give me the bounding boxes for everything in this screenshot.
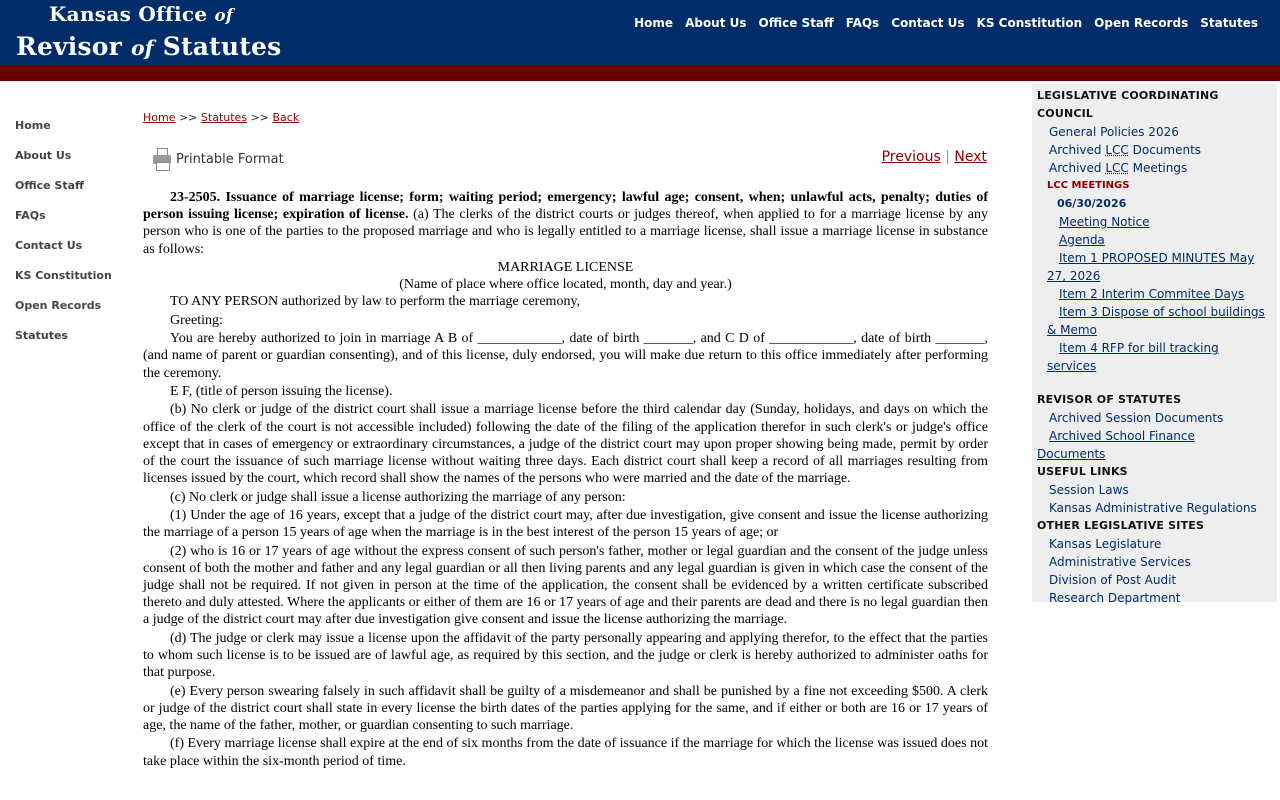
breadcrumb <box>143 111 299 124</box>
statute-title: 23-2505. Issuance of marriage license; form; waiting period; emergency; lawful age; consent, when; unlawful acts, penalty; duties of person issuing license; expiration of license. <box>143 190 988 223</box>
top-nav-faqs[interactable]: FAQs <box>845 16 880 30</box>
top-nav-home[interactable]: Home <box>634 16 674 30</box>
sidebar-item-item-4[interactable]: Item 4 RFP for bill tracking services <box>1047 341 1219 373</box>
statute-text <box>143 189 988 771</box>
sidebar-subheading-lcc-meetings: LCC MEETINGS <box>1047 180 1130 191</box>
top-nav-open-records[interactable]: Open Records <box>1094 16 1189 30</box>
printer-icon <box>152 148 172 170</box>
sidebar-item-item-1[interactable]: Item 1 PROPOSED MINUTES May 27, 2026 <box>1047 251 1255 283</box>
statute-subsection-c1: (1) Under the age of 16 years, except that a judge of the district court may, after due investigation, give consent and issue the license authorizing the marriage of a person 15 years of age when the marriage is in the best interest of the person 15 years of age; or <box>143 507 988 541</box>
statute-subsection-d: (d) The judge or clerk may issue a license upon the affidavit of the party personally appearing and applying therefor, to the effect that the parties to whom such license is to be issued are of lawful age, as required by this section, and the judge or clerk is hereby authorized to administer oaths for that purpose. <box>143 630 988 681</box>
printable-format-label: Printable Format <box>176 151 284 167</box>
statute-subsection-a: (a) The clerks of the district courts or judges thereof, when applied to for a marriage license by any person who is one of the parties to the proposed marriage and who is legally entitled to a marriage license, shall issue a marriage license in substance as follows: <box>143 207 988 257</box>
sidebar-link-session-laws[interactable]: Session Laws <box>1049 483 1129 497</box>
sidebar-heading-useful-links: USEFUL LINKS <box>1037 465 1128 478</box>
logo-text-of: of <box>214 6 234 25</box>
sidebar-heading-other-sites: OTHER LEGISLATIVE SITES <box>1037 519 1205 532</box>
lcc-abbreviation: LCC <box>1105 143 1129 157</box>
left-nav-about-us[interactable]: About Us <box>15 149 72 162</box>
logo-text-statutes: Statutes <box>162 32 282 61</box>
top-nav <box>622 16 1258 30</box>
form-greeting: Greeting: <box>170 312 223 328</box>
logo-text-revisor: Revisor <box>16 32 123 61</box>
breadcrumb-home[interactable]: Home <box>143 111 176 124</box>
left-nav-statutes[interactable]: Statutes <box>15 329 68 342</box>
sidebar-item-item-3[interactable]: Item 3 Dispose of school buildings & Memo <box>1047 305 1265 337</box>
breadcrumb-statutes[interactable]: Statutes <box>200 111 248 124</box>
header-accent-bar <box>0 65 1280 81</box>
statute-subsection-e: (e) Every person swearing falsely in such affidavit shall be guilty of a misdemeanor and shall be punished by a fine not exceeding $500. A clerk or judge of the district court shall state in every license the birth dates of the parties applying for the same, and if either or both are 16 or 17 years of age, the name of the father, mother, or guardian consenting to such marriage. <box>143 683 988 733</box>
left-nav-ks-constitution[interactable]: KS Constitution <box>15 269 112 282</box>
sidebar-link-archived-lcc-documents[interactable] <box>1032 141 1277 159</box>
logo-text-of-2: of <box>130 36 154 60</box>
printable-format-link[interactable] <box>152 148 284 170</box>
breadcrumb-separator: >> <box>175 111 201 124</box>
sidebar-link-administrative-services[interactable]: Administrative Services <box>1049 555 1191 569</box>
top-nav-about-us[interactable]: About Us <box>685 16 747 30</box>
form-to-any-person: TO ANY PERSON authorized by law to perform the marriage ceremony, <box>170 294 581 310</box>
left-nav-home[interactable]: Home <box>15 119 51 132</box>
sidebar-link-division-of-post-audit[interactable]: Division of Post Audit <box>1049 573 1177 587</box>
left-nav <box>15 112 112 352</box>
left-nav-contact-us[interactable]: Contact Us <box>15 239 83 252</box>
form-title: MARRIAGE LICENSE <box>497 260 634 275</box>
sidebar-item-agenda[interactable]: Agenda <box>1059 233 1105 247</box>
sidebar-link-research-department[interactable]: Research Department <box>1049 591 1181 605</box>
breadcrumb-back[interactable]: Back <box>272 111 300 124</box>
top-nav-office-staff[interactable]: Office Staff <box>758 16 834 30</box>
right-sidebar <box>1032 84 1277 605</box>
previous-link[interactable]: Previous <box>881 149 941 165</box>
left-nav-faqs[interactable]: FAQs <box>15 209 46 222</box>
sidebar-link-kansas-admin-regulations[interactable]: Kansas Administrative Regulations <box>1049 501 1257 515</box>
form-authorization: You are hereby authorized to join in marriage A B of ____________, date of birth _______, and C D of ____________, date of birth _______, (and name of parent or guardian consenting), and of this license, duly endorsed, you will make due return to this office immediately after performing the ceremony. <box>143 331 988 381</box>
form-subtitle: (Name of place where office located, month, day and year.) <box>399 277 732 293</box>
breadcrumb-separator: >> <box>247 111 273 124</box>
sidebar-link-text: Meetings <box>1128 161 1188 175</box>
statute-subsection-b: (b) No clerk or judge of the district court shall issue a marriage license before the third calendar day (Sunday, holidays, and days on which the office of the clerk of the court is not accessible included) following the date of the filing of the application therefor in such clerk's or judge's office except that in cases of emergency or extraordinary circumstances, a judge of the district court may upon proper showing being made, permit by order of the court the issuance of such marriage license without waiting three days. Each district court shall keep a record of all marriages resulting from licenses issued by the court, which record shall show the names of the persons who were married and the date of the marriage. <box>143 402 988 487</box>
pager-separator: | <box>940 149 955 165</box>
statute-paragraph-a <box>143 189 988 258</box>
logo-text-kansas-office: Kansas Office <box>49 2 208 26</box>
meeting-date: 06/30/2026 <box>1057 197 1127 210</box>
next-link[interactable]: Next <box>954 149 987 165</box>
top-nav-ks-constitution[interactable]: KS Constitution <box>976 16 1083 30</box>
sidebar-link-general-policies[interactable]: General Policies 2026 <box>1049 125 1179 139</box>
sidebar-heading-lcc: LEGISLATIVE COORDINATING COUNCIL <box>1037 89 1219 120</box>
sidebar-heading-revisor: REVISOR OF STATUTES <box>1037 393 1182 406</box>
statute-subsection-f: (f) Every marriage license shall expire at the end of six months from the date of issuance if the marriage for which the license was issued does not take place within the six-month period of time. <box>143 736 988 769</box>
top-nav-statutes[interactable]: Statutes <box>1200 16 1258 30</box>
pager <box>882 149 987 165</box>
statute-subsection-c2: (2) who is 16 or 17 years of age without the express consent of such person's father, mother or legal guardian and the consent of the judge unless consent of both the mother and father and any legal guardian or all then living parents and any legal guardian is given in which case the consent of the judge shall not be required. If not given in person at the time of the application, the consent shall be evidenced by a written certificate subscribed thereto and duly attested. Where the applicants or either of them are 16 or 17 years of age and their parents are dead and there is no legal guardian then a judge of the district court may after due investigation give consent and issue the license authorizing the marriage. <box>143 543 988 628</box>
sidebar-link-archived-school-finance[interactable]: Archived School Finance Documents <box>1037 429 1195 461</box>
sidebar-item-meeting-notice[interactable]: Meeting Notice <box>1059 215 1150 229</box>
sidebar-link-text: Documents <box>1128 143 1202 157</box>
sidebar-link-kansas-legislature[interactable]: Kansas Legislature <box>1049 537 1162 551</box>
sidebar-link-text: Archived <box>1049 161 1106 175</box>
lcc-abbreviation: LCC <box>1105 161 1129 175</box>
top-nav-contact-us[interactable]: Contact Us <box>891 16 965 30</box>
sidebar-item-item-2[interactable]: Item 2 Interim Commitee Days <box>1059 287 1245 301</box>
statute-subsection-c: (c) No clerk or judge shall issue a license authorizing the marriage of any person: <box>170 489 626 505</box>
left-nav-office-staff[interactable]: Office Staff <box>15 179 84 192</box>
sidebar-link-archived-session-documents[interactable]: Archived Session Documents <box>1049 411 1224 425</box>
left-nav-open-records[interactable]: Open Records <box>15 299 102 312</box>
site-header <box>0 0 1280 65</box>
sidebar-link-archived-lcc-meetings[interactable] <box>1032 159 1277 177</box>
form-signature: E F, (title of person issuing the license). <box>170 383 393 399</box>
sidebar-link-text: Archived <box>1049 143 1106 157</box>
